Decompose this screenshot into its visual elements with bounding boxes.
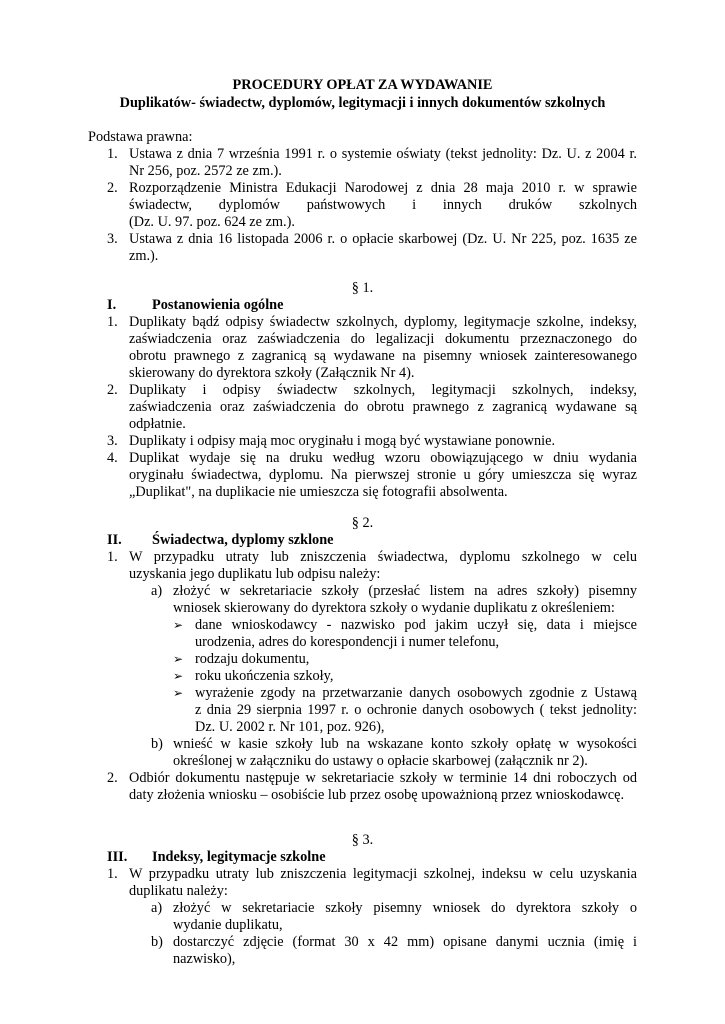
section-3-heading: Indeksy, legitymacje szkolne xyxy=(152,849,326,865)
s2-bullet-item: dane wnioskodawcy - nazwisko pod jakim uczył się, data i miejsce urodzenia, adres do korespondencji i numer telefonu, xyxy=(195,617,637,650)
s2-bullet-item: wyrażenie zgody na przetwarzanie danych osobowych zgodnie z Ustawą z dnia 29 sierpnia 1997 r. o ochronie danych osobowych ( tekst jednolity: Dz. U. 2002 r. Nr 101, poz. 926), xyxy=(195,685,637,735)
legal-item: Rozporządzenie Ministra Edukacji Narodowej z dnia 28 maja 2010 r. w sprawie świadectw, dyplomów państwowych i innych druków szkolnych (Dz. U. 97. poz. 624 ze zm.). xyxy=(129,180,637,230)
s1-item-number: 3. xyxy=(107,433,118,449)
legal-basis-label: Podstawa prawna: xyxy=(88,129,193,145)
section-1-roman: I. xyxy=(107,297,117,313)
s2-bullet-item: roku ukończenia szkoły, xyxy=(195,668,334,684)
section-2-heading: Świadectwa, dyplomy szklone xyxy=(152,532,334,548)
s1-item: Duplikaty bądź odpisy świadectw szkolnych, dyplomy, legitymacje szkolne, indeksy, zaświadczenia oraz zaświadczenia do legalizacji dokumentu przeznaczonego do obrotu prawnego z zagranicą są wydawane na pisemny wniosek zainteresowanego skierowany do dyrektora szkoły (Załącznik Nr 4). xyxy=(129,314,637,381)
s2-item-number: 1. xyxy=(107,549,118,565)
arrow-bullet-icon: ➢ xyxy=(173,652,184,666)
s3-item: W przypadku utraty lub zniszczenia legitymacji szkolnej, indeksu w celu uzyskania duplikatu należy: xyxy=(129,866,637,899)
document-subtitle: Duplikatów- świadectw, dyplomów, legitymacji i innych dokumentów szkolnych xyxy=(119,95,606,111)
s3-sub-letter: a) xyxy=(151,900,163,916)
s1-item-number: 2. xyxy=(107,382,118,398)
s2-item: Odbiór dokumentu następuje w sekretariacie szkoły w terminie 14 dni roboczych od daty złożenia wniosku – osobiście lub przez osobę upoważnioną przez wnioskodawcę. xyxy=(129,770,637,803)
legal-item: Ustawa z dnia 16 listopada 2006 r. o opłacie skarbowej (Dz. U. Nr 225, poz. 1635 ze zm.). xyxy=(129,231,637,264)
s3-sub-item: złożyć w sekretariacie szkoły pisemny wniosek do dyrektora szkoły o wydanie duplikatu, xyxy=(173,900,637,933)
s2-item-number: 2. xyxy=(107,770,118,786)
legal-item-number: 1. xyxy=(107,146,118,162)
section-3-paragraph-mark: § 3. xyxy=(351,832,374,848)
arrow-bullet-icon: ➢ xyxy=(173,618,184,632)
section-1-heading: Postanowienia ogólne xyxy=(152,297,284,313)
s1-item: Duplikat wydaje się na druku według wzoru obowiązującego w dniu wydania oryginału świadectwa, dyplomu. Na pierwszej stronie u góry umieszcza się wyraz „Duplikat", na duplikacie nie umieszcza się fotografii absolwenta. xyxy=(129,450,637,500)
s1-item-number: 4. xyxy=(107,450,118,466)
s2-sub-letter: b) xyxy=(151,736,163,752)
s2-sub-item: wnieść w kasie szkoły lub na wskazane konto szkoły opłatę w wysokości określonej w załączniku do ustawy o opłacie skarbowej (załącznik nr 2). xyxy=(173,736,637,769)
s1-item: Duplikaty i odpisy świadectw szkolnych, legitymacji szkolnych, indeksy, zaświadczenia oraz zaświadczenia do obrotu prawnego z zagranicą wydawane są odpłatnie. xyxy=(129,382,637,432)
arrow-bullet-icon: ➢ xyxy=(173,669,184,683)
s2-item: W przypadku utraty lub zniszczenia świadectwa, dyplomu szkolnego w celu uzyskania jego duplikatu lub odpisu należy: xyxy=(129,549,637,582)
s3-sub-item: dostarczyć zdjęcie (format 30 x 42 mm) opisane danymi ucznia (imię i nazwisko), xyxy=(173,934,637,967)
s2-sub-item: złożyć w sekretariacie szkoły (przesłać listem na adres szkoły) pisemny wniosek skierowany do dyrektora szkoły o wydanie duplikatu z określeniem: xyxy=(173,583,637,616)
legal-item: Ustawa z dnia 7 września 1991 r. o systemie oświaty (tekst jednolity: Dz. U. z 2004 r. Nr 256, poz. 2572 ze zm.). xyxy=(129,146,637,179)
s2-sub-letter: a) xyxy=(151,583,163,599)
s3-item-number: 1. xyxy=(107,866,118,882)
arrow-bullet-icon: ➢ xyxy=(173,686,184,700)
section-2-roman: II. xyxy=(107,532,122,548)
s2-bullet-item: rodzaju dokumentu, xyxy=(195,651,310,667)
legal-item-number: 3. xyxy=(107,231,118,247)
s1-item: Duplikaty i odpisy mają moc oryginału i mogą być wystawiane ponownie. xyxy=(129,433,556,449)
document-title: PROCEDURY OPŁAT ZA WYDAWANIE xyxy=(232,77,493,93)
section-2-paragraph-mark: § 2. xyxy=(351,515,374,531)
s1-item-number: 1. xyxy=(107,314,118,330)
s3-sub-letter: b) xyxy=(151,934,163,950)
legal-item-number: 2. xyxy=(107,180,118,196)
section-3-roman: III. xyxy=(107,849,128,865)
section-1-paragraph-mark: § 1. xyxy=(351,280,374,296)
